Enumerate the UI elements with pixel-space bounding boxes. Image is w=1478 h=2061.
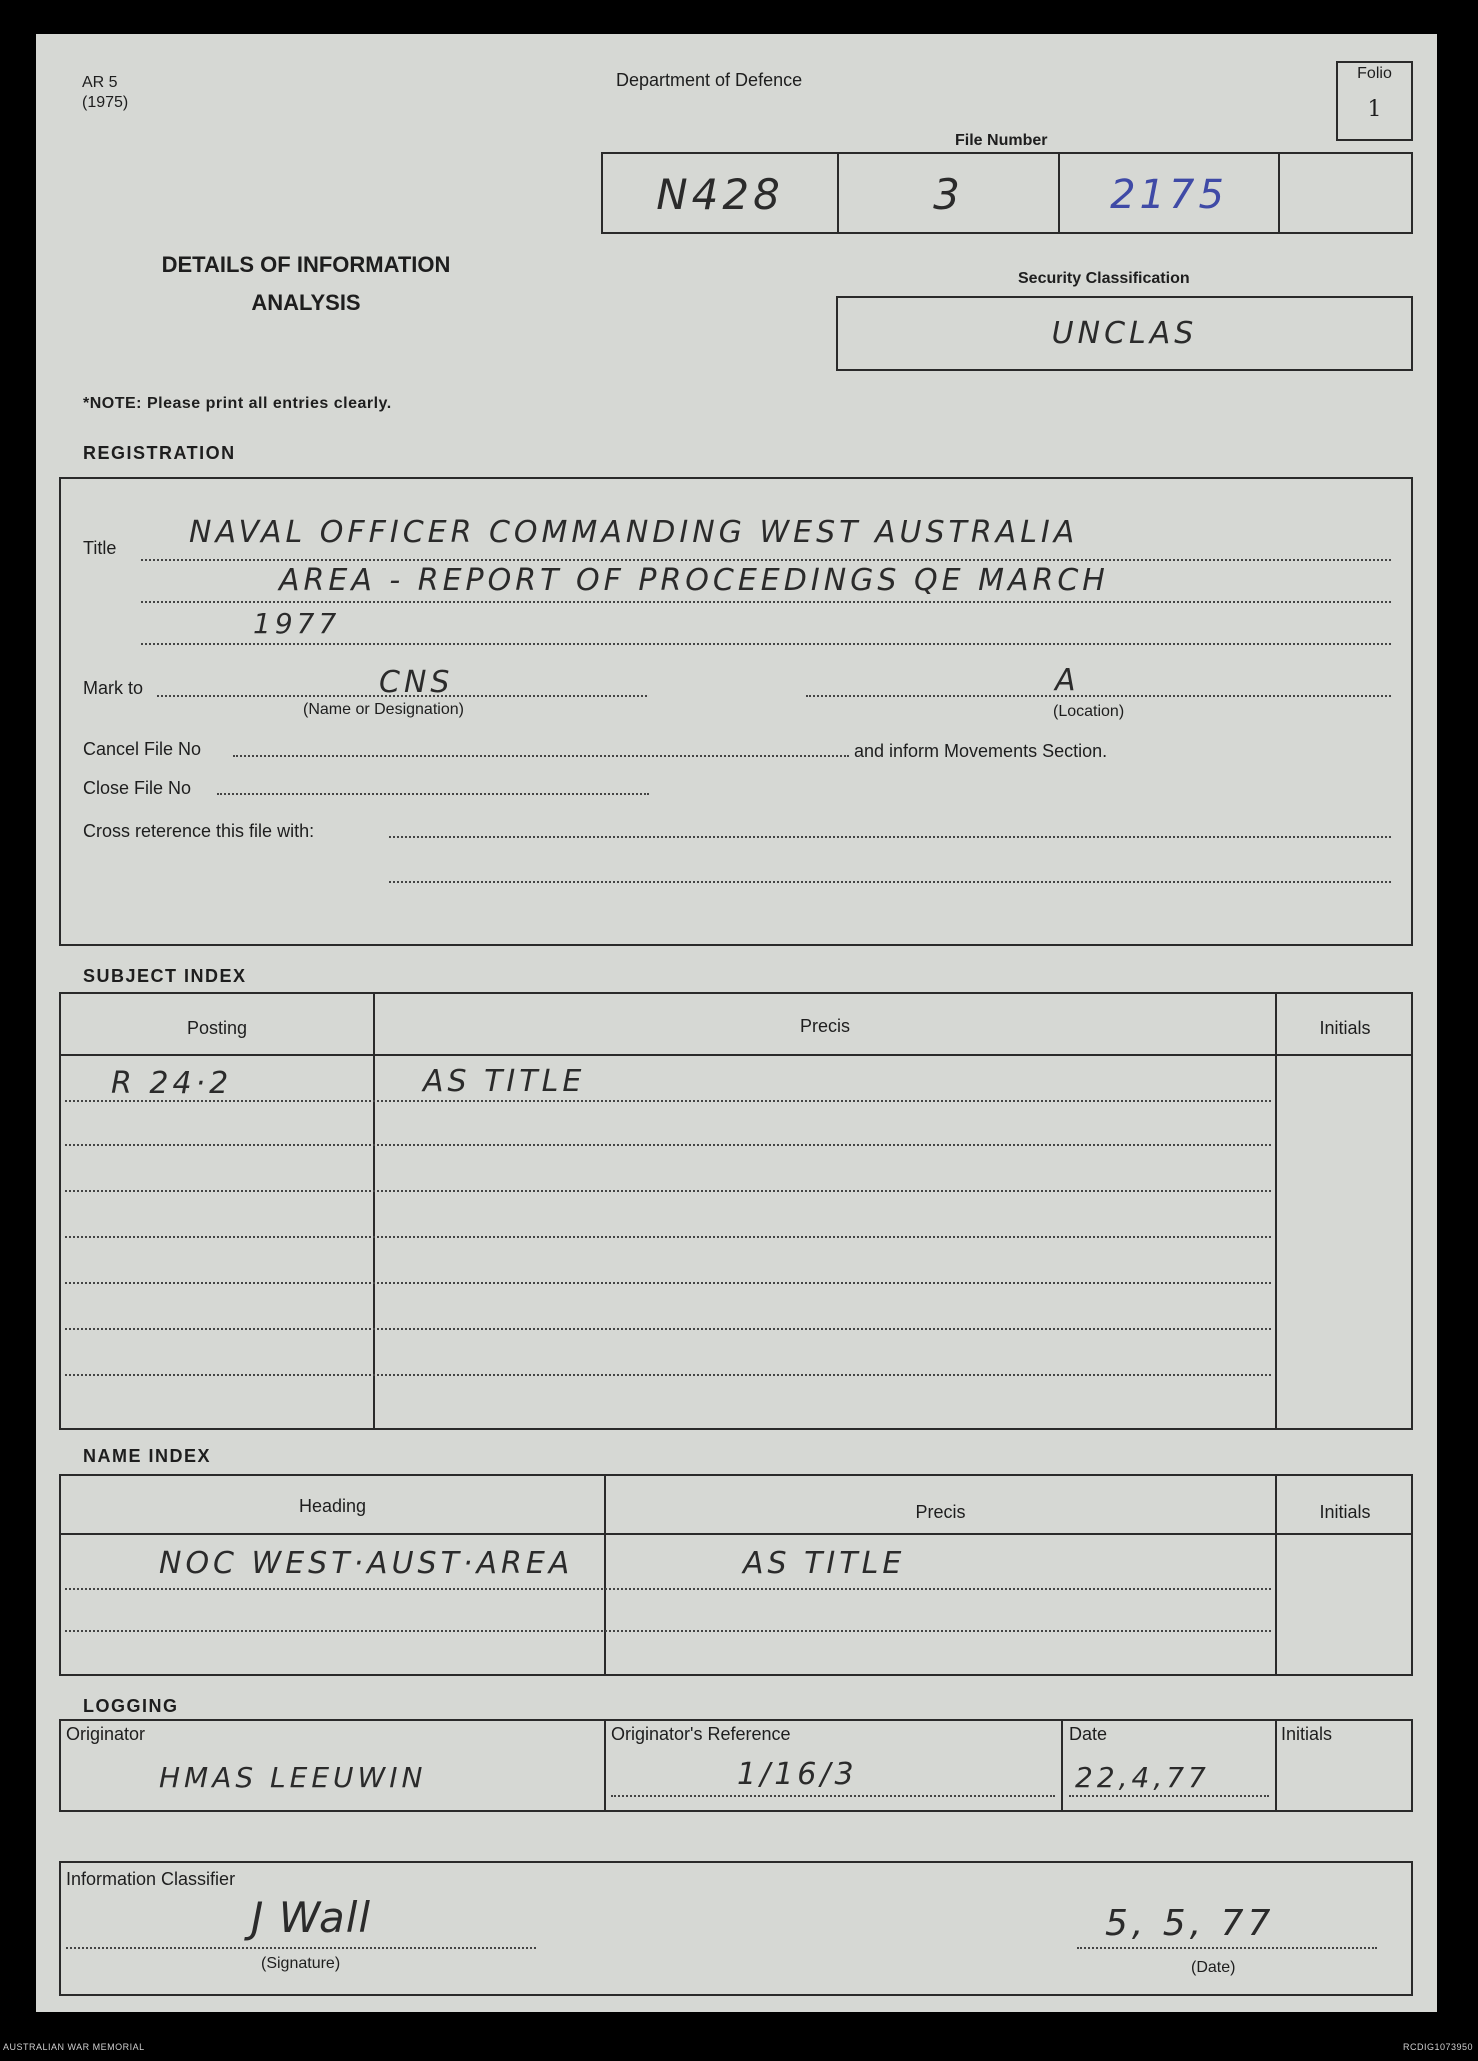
file-number-box: [601, 152, 1413, 234]
security-classification-value: UNCLAS: [1051, 316, 1198, 351]
folio-value: 1: [1367, 97, 1382, 122]
security-classification-box: [836, 296, 1413, 371]
file-number-part-3: 2175: [1110, 172, 1228, 218]
footer-record-id: RCDIG1073950: [1402, 2042, 1473, 2052]
form-title-line1: DETAILS OF INFORMATION: [161, 252, 451, 277]
mark-to-label: Mark to: [83, 678, 144, 698]
cancel-file-suffix: and inform Movements Section.: [854, 741, 1108, 761]
title-line-1: NAVAL OFFICER COMMANDING WEST AUSTRALIA: [189, 515, 1079, 550]
cancel-file-label: Cancel File No: [83, 739, 202, 759]
date-label: Date: [1069, 1724, 1108, 1744]
signature-value: J Wall: [251, 1893, 372, 1942]
logging-heading: LOGGING: [83, 1696, 179, 1716]
location-value: A: [1055, 663, 1080, 698]
originator-reference-value: 1/16/3: [737, 1757, 858, 1792]
subject-index-heading: SUBJECT INDEX: [83, 966, 247, 986]
file-number-part-2: 3: [933, 170, 964, 219]
signature-caption: (Signature): [261, 1955, 341, 1972]
name-index-table: [59, 1474, 1413, 1676]
close-file-label: Close File No: [83, 778, 192, 798]
subject-col-initials: Initials: [1319, 1018, 1371, 1038]
classifier-date-value: 5, 5, 77: [1105, 1903, 1275, 1944]
subject-row-precis: AS TITLE: [423, 1064, 586, 1099]
subject-col-precis: Precis: [799, 1016, 850, 1036]
title-label: Title: [83, 538, 117, 558]
security-classification-label: Security Classification: [1018, 270, 1190, 287]
initials-label: Initials: [1281, 1724, 1333, 1744]
registration-heading: REGISTRATION: [83, 443, 236, 463]
name-col-precis: Precis: [915, 1502, 966, 1522]
table-row: R 24·2: [111, 1066, 233, 1101]
information-classifier-label: Information Classifier: [66, 1869, 236, 1889]
mark-to-value: CNS: [379, 665, 454, 700]
originator-reference-label: Originator's Reference: [611, 1724, 791, 1744]
subject-col-posting: Posting: [186, 1018, 248, 1038]
name-col-initials: Initials: [1319, 1502, 1371, 1522]
form-code: AR 5: [82, 74, 118, 91]
name-row-precis: AS TITLE: [743, 1546, 906, 1581]
department-name: Department of Defence: [616, 70, 803, 90]
print-note: *NOTE: Please print all entries clearly.: [83, 395, 392, 412]
registration-box: [59, 477, 1413, 946]
title-line-2: AREA - REPORT OF PROCEEDINGS QE MARCH: [279, 563, 1109, 598]
cross-reference-label: Cross reterence this file with:: [83, 821, 315, 841]
footer-archive-name: AUSTRALIAN WAR MEMORIAL: [3, 2042, 145, 2052]
name-designation-caption: (Name or Designation): [303, 701, 464, 718]
subject-index-table: [59, 992, 1413, 1430]
location-caption: (Location): [1053, 703, 1125, 720]
classifier-date-caption: (Date): [1191, 1959, 1236, 1976]
originator-label: Originator: [66, 1724, 146, 1744]
file-number-label: File Number: [955, 132, 1048, 149]
table-row: NOC WEST·AUST·AREA: [159, 1546, 574, 1581]
name-index-heading: NAME INDEX: [83, 1446, 212, 1466]
title-line-3: 1977: [253, 607, 341, 640]
file-number-part-1: N428: [656, 170, 784, 219]
form-year: (1975): [82, 94, 129, 111]
originator-value: HMAS LEEUWIN: [159, 1761, 427, 1794]
logging-table: [59, 1719, 1413, 1812]
folio-label: Folio: [1357, 65, 1392, 82]
name-col-heading: Heading: [298, 1496, 367, 1516]
form-title-line2: ANALYSIS: [251, 290, 361, 315]
folio-box: [1336, 61, 1413, 141]
log-date-value: 22,4,77: [1075, 1761, 1210, 1794]
form-page: [36, 34, 1437, 2012]
information-classifier-box: [59, 1861, 1413, 1996]
